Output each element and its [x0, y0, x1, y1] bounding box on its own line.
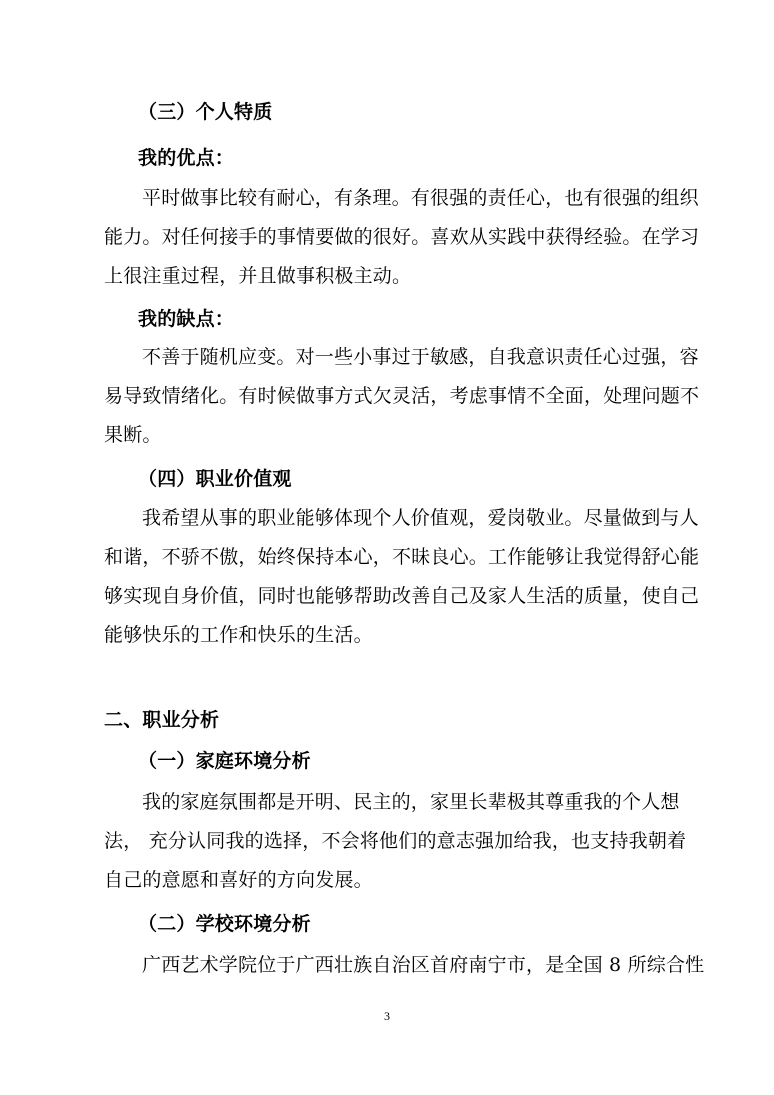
career-values-line: 能够快乐的工作和快乐的生活。: [104, 624, 373, 646]
strengths-label: 我的优点：: [138, 147, 235, 169]
page-number: 3: [384, 1009, 390, 1023]
weaknesses-line: 不善于随机应变。对一些小事过于敏感，自我意识责任心过强，容: [142, 346, 699, 368]
career-values-line: 够实现自身价值，同时也能够帮助改善自己及家人生活的质量，使自己: [104, 585, 700, 607]
school-analysis-line: 广西艺术学院位于广西壮族自治区首府南宁市，是全国 8 所综合性: [142, 954, 705, 976]
weaknesses-line: 易导致情绪化。有时候做事方式欠灵活，考虑事情不全面，处理问题不: [104, 385, 700, 407]
heading-school-analysis: （二）学校环境分析: [138, 913, 311, 935]
heading-career-values: （四）职业价值观: [138, 468, 292, 490]
weaknesses-line: 果断。: [104, 424, 162, 446]
family-analysis-line: 我的家庭氛围都是开明、民主的，家里长辈极其尊重我的个人想: [142, 791, 680, 813]
family-analysis-line: 自己的意愿和喜好的方向发展。: [104, 869, 373, 891]
strengths-line: 平时做事比较有耐心，有条理。有很强的责任心，也有很强的组织: [142, 187, 699, 209]
family-analysis-line: 法， 充分认同我的选择，不会将他们的意志强加给我，也支持我朝着: [104, 830, 687, 852]
heading-career-analysis: 二、职业分析: [104, 709, 220, 731]
strengths-line: 上很注重过程，并且做事积极主动。: [104, 265, 412, 287]
heading-personal-traits: （三）个人特质: [138, 101, 273, 123]
strengths-line: 能力。对任何接手的事情要做的很好。喜欢从实践中获得经验。在学习: [104, 226, 700, 248]
heading-family-analysis: （一）家庭环境分析: [138, 750, 311, 772]
career-values-line: 我希望从事的职业能够体现个人价值观，爱岗敬业。尽量做到与人: [142, 507, 699, 529]
career-values-line: 和谐，不骄不傲，始终保持本心，不昧良心。工作能够让我觉得舒心能: [104, 546, 700, 568]
weaknesses-label: 我的缺点：: [138, 308, 235, 330]
